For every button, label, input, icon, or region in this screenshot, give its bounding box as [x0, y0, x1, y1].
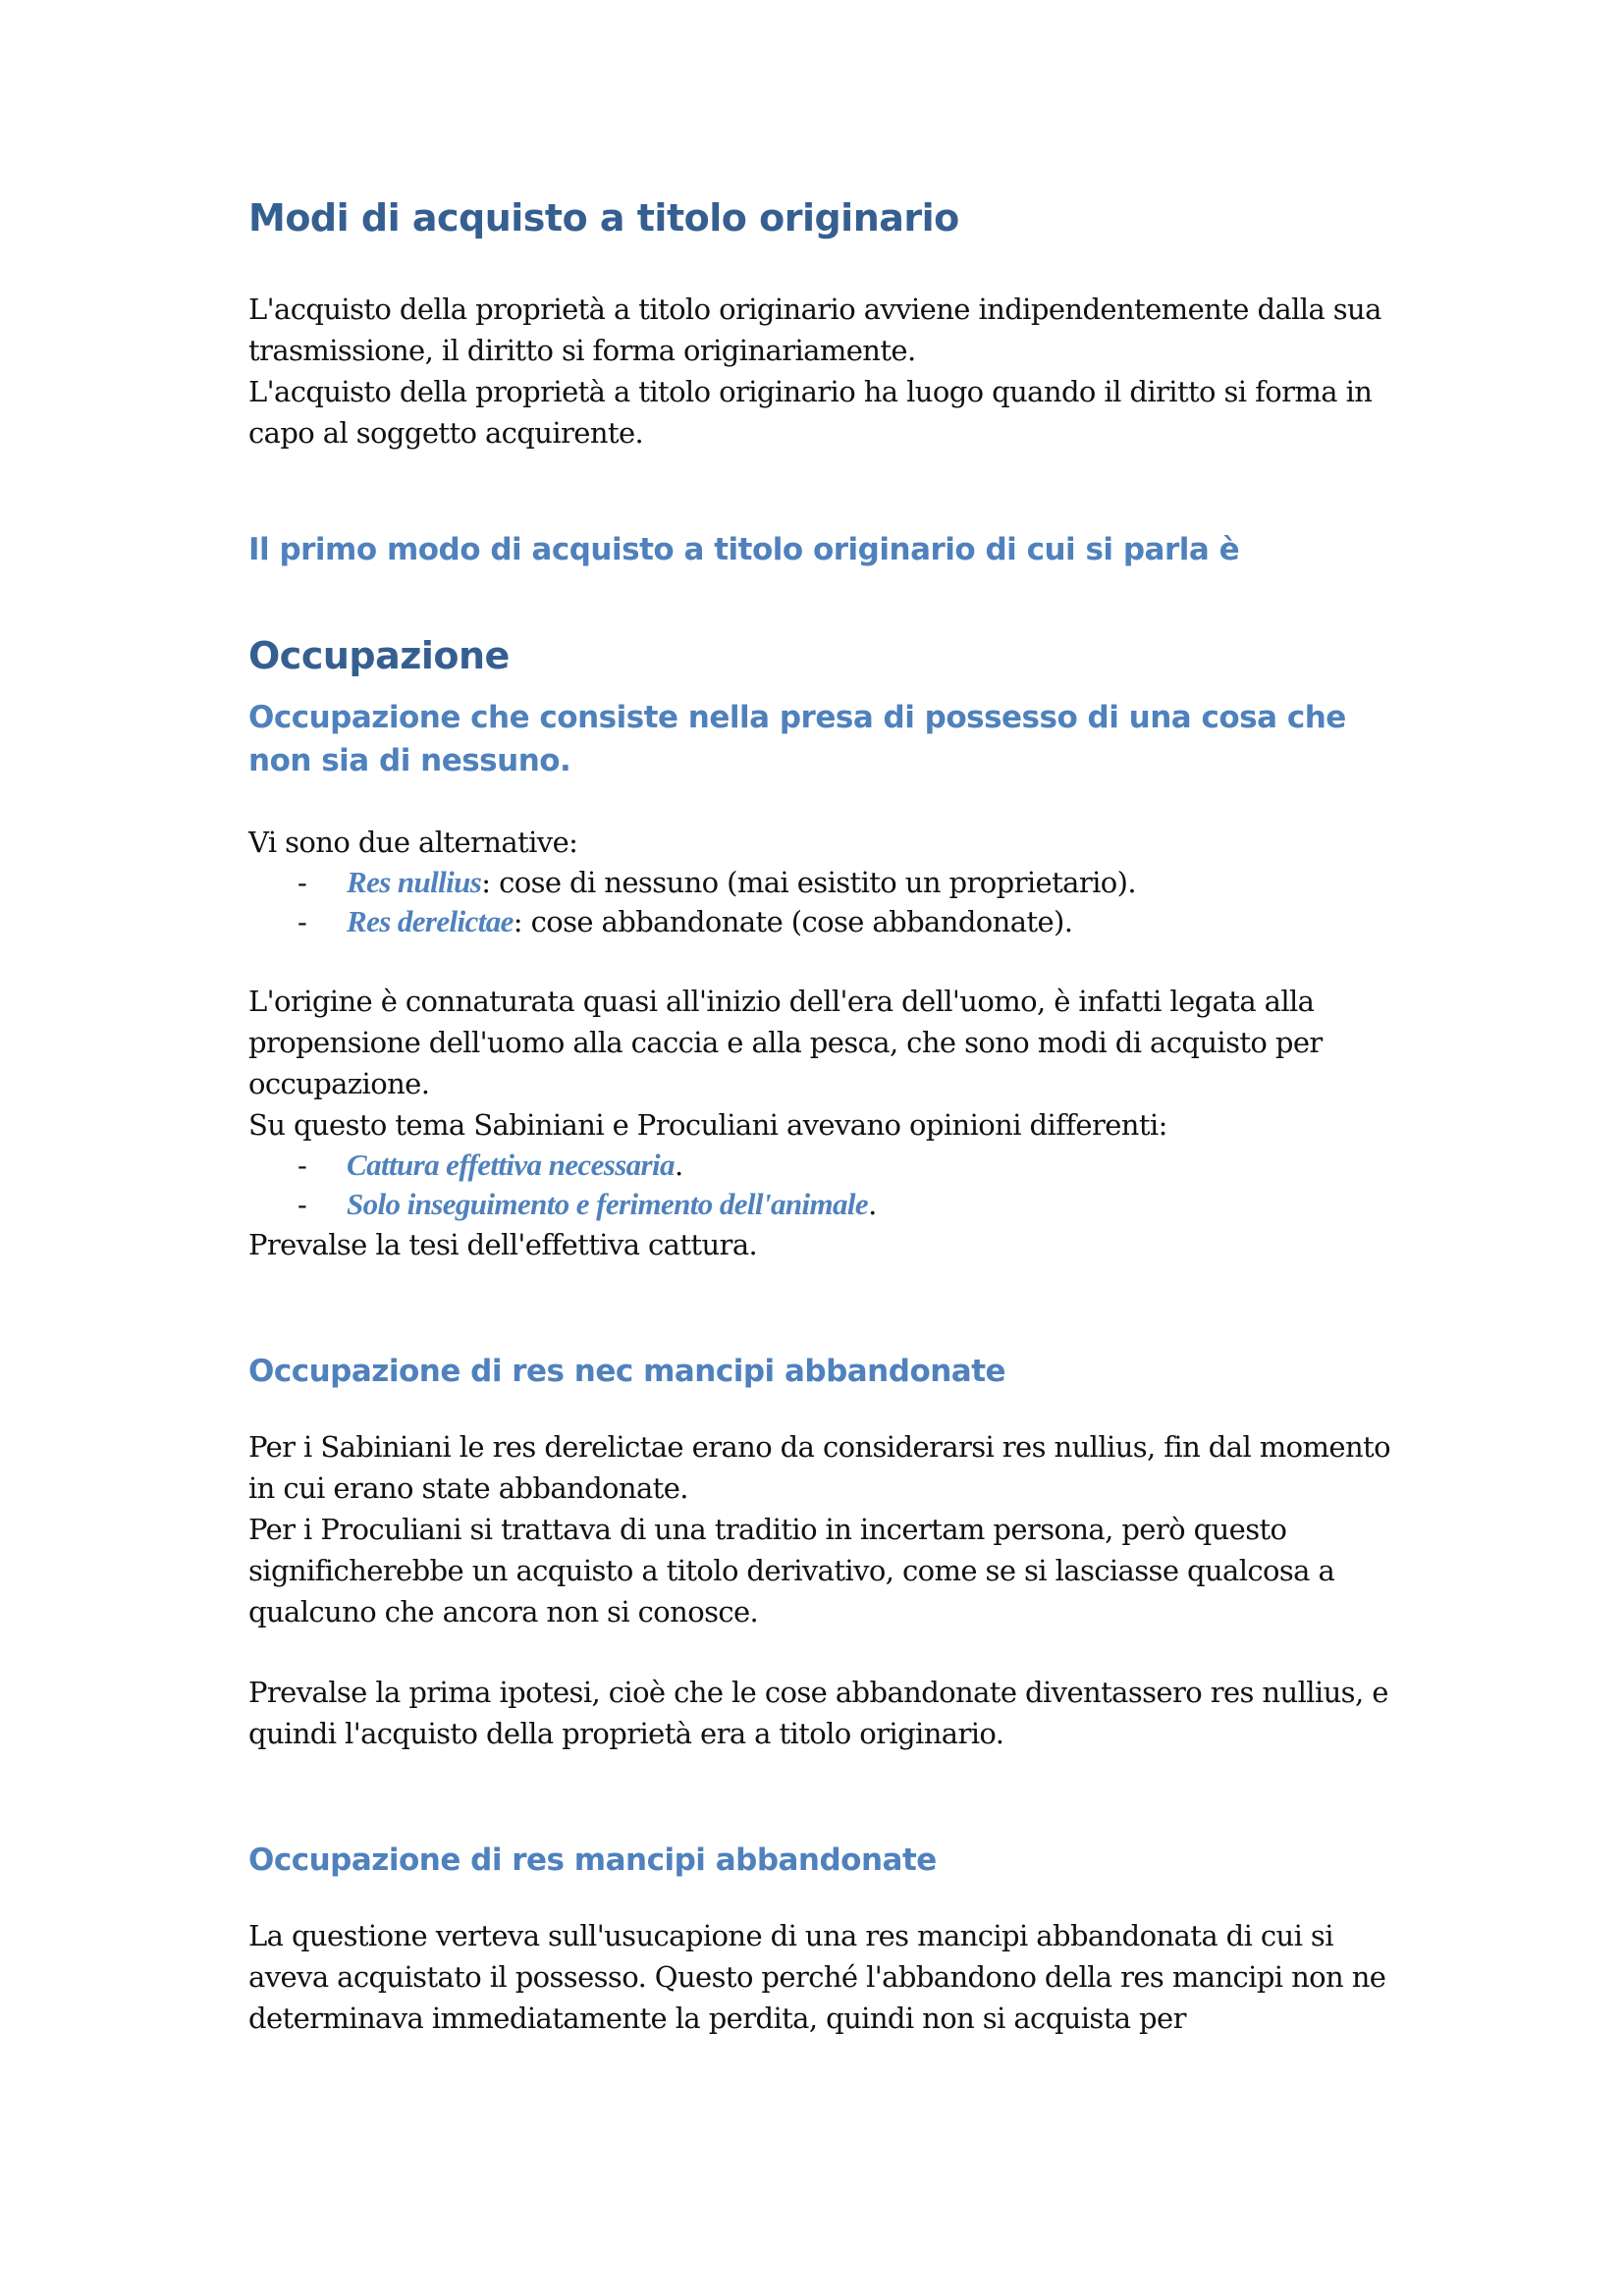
occupazione-subtitle: Occupazione che consiste nella presa di possesso di una cosa che non sia di nessuno.	[248, 700, 1346, 779]
list-item-term: Res derelictae	[347, 904, 514, 939]
list-item	[248, 1146, 1397, 1185]
alternatives-intro: Vi sono due alternative:	[248, 826, 578, 860]
opinions-list	[248, 1146, 1397, 1224]
nec-mancipi-paragraph-2: Per i Proculiani si trattava di una traditio in incertam persona, però questo significherebbe un acquisto a titolo derivativo, come se si lasciasse qualcosa a qualcuno che ancora non si conosce.	[248, 1513, 1335, 1629]
occupazione-heading: Occupazione	[248, 633, 510, 677]
first-mode-heading: Il primo modo di acquisto a titolo originario di cui si parla è	[248, 531, 1240, 567]
list-item	[248, 902, 1397, 941]
alternatives-list	[248, 863, 1397, 941]
intro-paragraph-1: L'acquisto della proprietà a titolo originario avviene indipendentemente dalla sua trasmissione, il diritto si forma originariamente.	[248, 292, 1381, 367]
list-item-term: Res nullius	[347, 865, 482, 900]
nec-mancipi-paragraph-3: Prevalse la prima ipotesi, cioè che le cose abbandonate diventassero res nullius, e quindi l'acquisto della proprietà era a titolo originario.	[248, 1676, 1388, 1751]
mancipi-heading: Occupazione di res mancipi abbandonate	[248, 1842, 937, 1879]
list-item-term: Solo inseguimento e ferimento dell'animale	[347, 1187, 869, 1222]
list-item-text: .	[868, 1188, 877, 1222]
list-item-text: : cose abbandonate (cose abbandonate).	[513, 905, 1073, 939]
nec-mancipi-heading: Occupazione di res nec mancipi abbandonate	[248, 1354, 1006, 1390]
list-item-text: : cose di nessuno (mai esistito un proprietario).	[481, 866, 1136, 900]
list-item	[248, 1185, 1397, 1224]
document-body	[248, 196, 1397, 2039]
list-dash: -	[298, 905, 307, 939]
opinions-intro: Su questo tema Sabiniani e Proculiani avevano opinioni differenti:	[248, 1108, 1167, 1143]
page-title: Modi di acquisto a titolo originario	[248, 196, 959, 240]
mancipi-paragraph-1: La questione verteva sull'usucapione di una res mancipi abbandonata di cui si aveva acquistato il possesso. Questo perché l'abbandono della res mancipi non ne determinava immediatamente la perdita, quindi non si acquista per	[248, 1919, 1386, 2036]
list-dash: -	[298, 866, 307, 900]
list-item-text: .	[674, 1148, 683, 1183]
nec-mancipi-paragraph-1: Per i Sabiniani le res derelictae erano da considerarsi res nullius, fin dal momento in cui erano state abbandonate.	[248, 1430, 1390, 1506]
conclusion-paragraph: Prevalse la tesi dell'effettiva cattura.	[248, 1228, 758, 1262]
origin-paragraph: L'origine è connaturata quasi all'inizio dell'era dell'uomo, è infatti legata alla propensione dell'uomo alla caccia e alla pesca, che sono modi di acquisto per occupazione.	[248, 985, 1323, 1101]
list-dash: -	[298, 1148, 307, 1183]
list-item-term: Cattura effettiva necessaria	[347, 1148, 675, 1183]
list-dash: -	[298, 1188, 307, 1222]
intro-paragraph-2: L'acquisto della proprietà a titolo originario ha luogo quando il diritto si forma in capo al soggetto acquirente.	[248, 374, 1373, 450]
list-item	[248, 863, 1397, 902]
